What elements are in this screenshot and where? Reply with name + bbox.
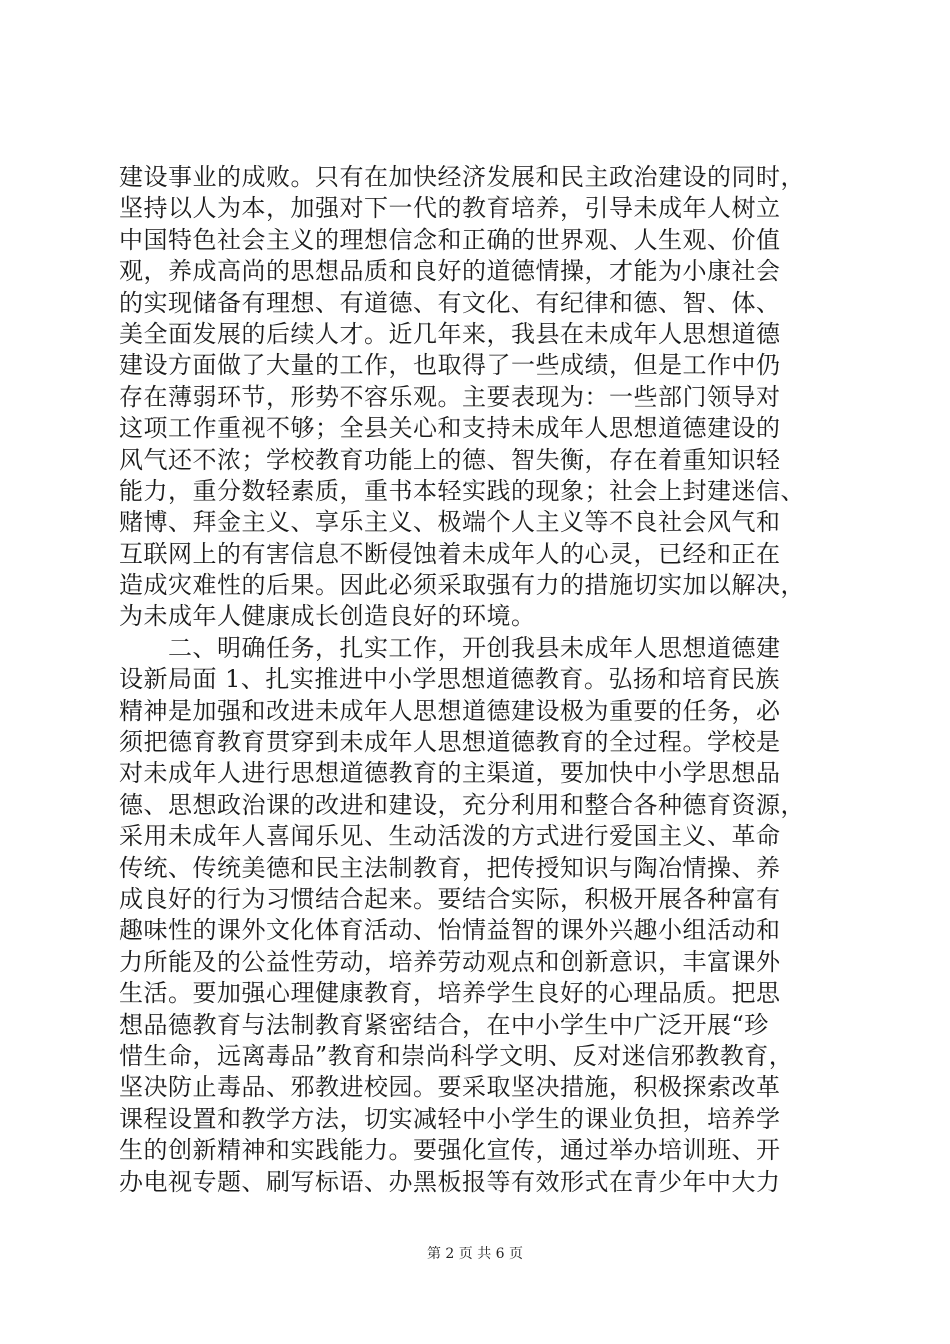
text-line: 课程设置和教学方法，切实减轻中小学生的课业负担，培养学 [119,1104,781,1133]
page-footer: 第 2 页 共 6 页 [426,1246,524,1262]
text-line: 互联网上的有害信息不断侵蚀着未成年人的心灵，已经和正在 [119,539,781,568]
text-line: 造成灾难性的后果。因此必须采取强有力的措施切实加以解决， [119,571,805,600]
text-line: 成良好的行为习惯结合起来。要结合实际，积极开展各种富有 [119,884,781,913]
text-line: 生的创新精神和实践能力。要强化宣传，通过举办培训班、开 [119,1136,781,1165]
text-line: 须把德育教育贯穿到未成年人思想道德教育的全过程。学校是 [119,728,781,757]
text-line: 力所能及的公益性劳动，培养劳动观点和创新意识，丰富课外 [119,947,781,976]
text-line: 这项工作重视不够；全县关心和支持未成年人思想道德建设的 [119,414,781,443]
text-line: 坚决防止毒品、邪教进校园。要采取坚决措施，积极探索改革 [119,1073,781,1102]
text-line: 传统、传统美德和民主法制教育，把传授知识与陶冶情操、养 [119,853,781,882]
text-line: 对未成年人进行思想道德教育的主渠道，要加快中小学思想品 [119,759,781,788]
text-line: 建设方面做了大量的工作，也取得了一些成绩，但是工作中仍 [119,351,781,380]
text-line: 想品德教育与法制教育紧密结合，在中小学生中广泛开展“珍 [119,1010,769,1039]
text-line: 精神是加强和改进未成年人思想道德建设极为重要的任务，必 [119,696,781,725]
text-line: 风气还不浓；学校教育功能上的德、智失衡，存在着重知识轻 [119,445,781,474]
text-line: 建设事业的成败。只有在加快经济发展和民主政治建设的同时， [119,163,805,191]
text-line: 观，养成高尚的思想品质和良好的道德情操，才能为小康社会 [119,257,781,286]
text-line: 设新局面 1、扎实推进中小学思想道德教育。弘扬和培育民族 [119,665,780,694]
body-text [119,162,839,1198]
text-line: 美全面发展的后续人才。近几年来，我县在未成年人思想道德 [119,319,781,348]
text-line: 德、思想政治课的改进和建设，充分利用和整合各种德育资源， [119,790,805,819]
text-line: 能力，重分数轻素质，重书本轻实践的现象；社会上封建迷信、 [119,476,805,505]
text-line: 存在薄弱环节，形势不容乐观。主要表现为：一些部门领导对 [119,382,781,411]
text-line: 惜生命，远离毒品”教育和崇尚科学文明、反对迷信邪教教育， [119,1041,794,1070]
text-line: 的实现储备有理想、有道德、有文化、有纪律和德、智、体、 [119,288,781,317]
text-line: 二、明确任务，扎实工作，开创我县未成年人思想道德建 [119,633,781,662]
text-line: 生活。要加强心理健康教育，培养学生良好的心理品质。把思 [119,979,781,1008]
text-line: 中国特色社会主义的理想信念和正确的世界观、人生观、价值 [119,225,781,254]
text-line: 趣味性的课外文化体育活动、怡情益智的课外兴趣小组活动和 [119,916,781,945]
text-line: 采用未成年人喜闻乐见、生动活泼的方式进行爱国主义、革命 [119,822,781,851]
text-line: 办电视专题、刷写标语、办黑板报等有效形式在青少年中大力 [119,1167,781,1196]
text-line: 坚持以人为本，加强对下一代的教育培养，引导未成年人树立 [119,194,781,223]
text-line: 赌博、拜金主义、享乐主义、极端个人主义等不良社会风气和 [119,508,781,537]
text-line: 为未成年人健康成长创造良好的环境。 [119,602,536,631]
